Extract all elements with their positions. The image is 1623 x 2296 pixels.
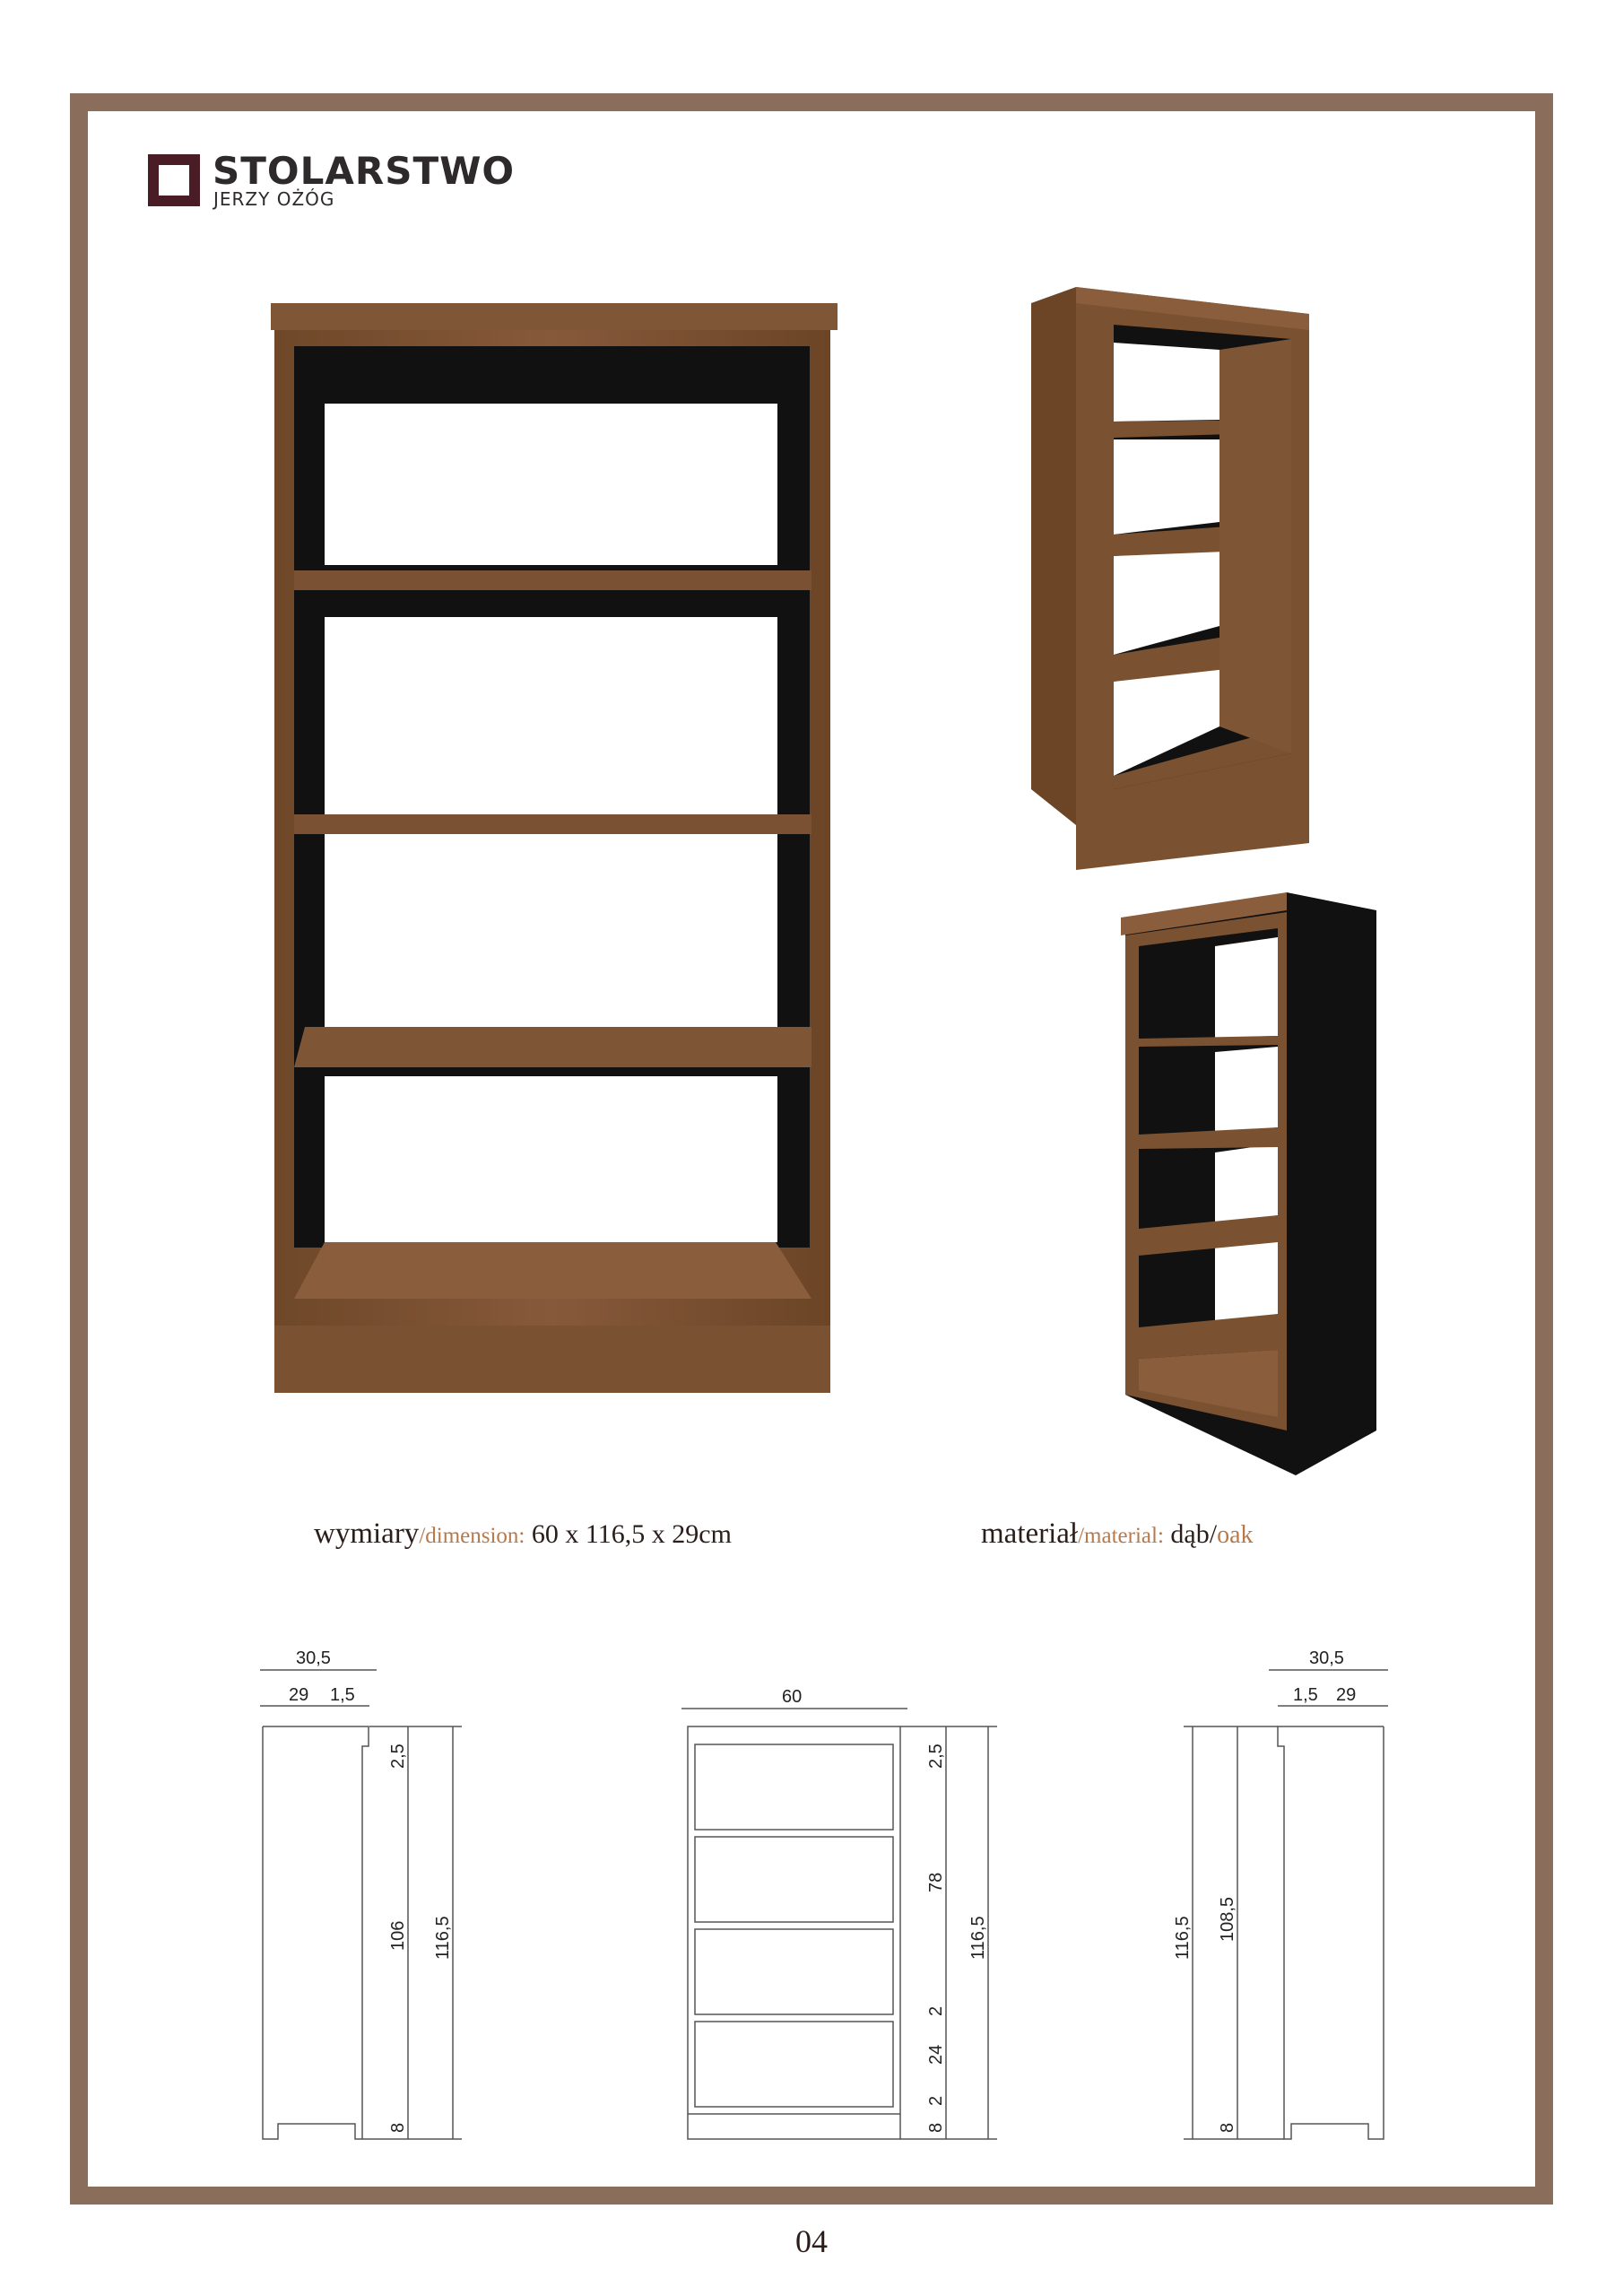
front-width-label: 60 <box>782 1687 803 1707</box>
material-value: dąb <box>1163 1519 1210 1549</box>
side-left-top-a-label: 29 <box>289 1685 309 1705</box>
side-left-h-total-label: 116,5 <box>433 1916 453 1960</box>
front-outline <box>688 1726 900 2139</box>
front-shelf-2 <box>695 1837 893 1922</box>
side-right-h-total-label: 116,5 <box>1173 1916 1193 1960</box>
page-number: 04 <box>795 2223 828 2259</box>
brand-title: STOLARSTWO <box>213 149 516 193</box>
side-left-top-b-label: 1,5 <box>330 1685 355 1705</box>
dimension-label: wymiary <box>314 1518 420 1550</box>
front-shelf-4 <box>695 2022 893 2107</box>
front-h-total-label: 116,5 <box>968 1916 988 1960</box>
dimension-value: 60 x 116,5 x 29cm <box>525 1519 732 1549</box>
front-h-shelves-label: 78 <box>926 1872 946 1892</box>
side-right-h-body-label: 108,5 <box>1218 1896 1237 1942</box>
side-right-top-b-label: 29 <box>1336 1685 1357 1705</box>
side-left-h-top-label: 2,5 <box>388 1744 408 1769</box>
side-left-outline <box>263 1726 369 2139</box>
front-h-top-label: 2,5 <box>926 1744 946 1769</box>
front-h-plinth-label: 8 <box>926 2122 946 2133</box>
brand-subtitle: JERZY OŻÓG <box>213 188 335 210</box>
side-right-top-a-label: 1,5 <box>1293 1685 1318 1705</box>
dimension-label-en: /dimension: <box>419 1524 525 1548</box>
material-value-en: oak <box>1217 1521 1254 1549</box>
material-value-sep: / <box>1209 1519 1218 1549</box>
side-left-h-mid-label: 106 <box>388 1920 408 1951</box>
side-right-outline <box>1278 1726 1384 2139</box>
material-label-en: /material: <box>1078 1524 1164 1548</box>
front-h-gap2-label: 2 <box>926 2095 946 2106</box>
side-left-top-total-label: 30,5 <box>296 1648 331 1668</box>
side-right-h-bottom-label: 8 <box>1218 2122 1237 2133</box>
front-h-bottom-shelf-label: 24 <box>926 2044 946 2065</box>
front-h-gap1-label: 2 <box>926 2005 946 2016</box>
front-shelf-1 <box>695 1744 893 1830</box>
material-label: materiał <box>981 1518 1079 1550</box>
side-left-h-bottom-label: 8 <box>388 2122 408 2133</box>
side-right-top-total-label: 30,5 <box>1309 1648 1344 1668</box>
front-shelf-3 <box>695 1929 893 2014</box>
